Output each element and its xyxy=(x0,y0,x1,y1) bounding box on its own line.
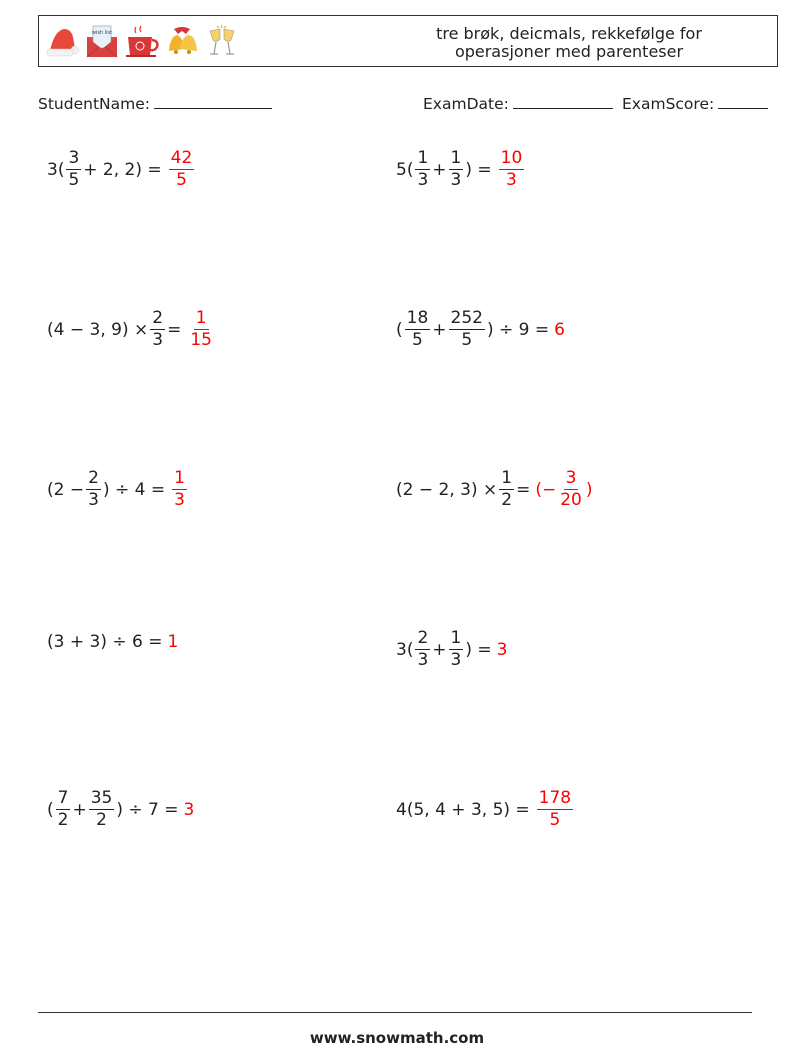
exam-date-field xyxy=(423,94,613,113)
title-line-2: operasjoner med parenteser xyxy=(454,42,684,61)
answer-denominator: 20 xyxy=(560,490,582,510)
problem-text: ) ÷ 4 = xyxy=(102,479,166,500)
problem-text: + xyxy=(432,319,447,340)
denominator: 3 xyxy=(417,650,429,670)
answer: 3 xyxy=(183,799,195,820)
fraction xyxy=(150,308,165,351)
problem-2 xyxy=(396,148,526,191)
denominator: 2 xyxy=(57,810,69,830)
answer-denominator: 15 xyxy=(190,330,212,350)
denominator: 2 xyxy=(96,810,107,830)
problem-text: (3 + 3) ÷ 6 = xyxy=(47,632,163,652)
footer-divider xyxy=(38,1012,752,1013)
answer-numerator: 3 xyxy=(565,468,577,488)
header-icons xyxy=(44,23,240,61)
answer-numerator: 1 xyxy=(195,308,207,328)
numerator: 2 xyxy=(152,308,164,328)
problem-text: ) = xyxy=(465,159,492,180)
exam-date-label: ExamDate: xyxy=(423,95,509,113)
problem-7 xyxy=(47,632,178,652)
hot-drink-mug-icon xyxy=(124,23,160,59)
problem-text: = xyxy=(516,479,531,500)
problem-text: (2 − 2, 3) × xyxy=(396,479,498,500)
problem-6 xyxy=(396,468,592,511)
christmas-bells-icon xyxy=(164,23,200,59)
answer-denominator: 3 xyxy=(506,170,517,190)
denominator: 3 xyxy=(450,170,462,190)
problem-9 xyxy=(47,788,194,831)
denominator: 3 xyxy=(417,170,429,190)
denominator: 3 xyxy=(450,650,462,670)
footer-url[interactable]: www.snowmath.com xyxy=(309,1029,485,1047)
answer-fraction xyxy=(172,468,187,511)
answer: 1 xyxy=(167,632,179,652)
problem-text: ( xyxy=(47,799,54,820)
answer-paren-close: ) xyxy=(585,479,593,500)
denominator: 2 xyxy=(501,490,513,510)
problem-text: + xyxy=(432,159,447,180)
answer-numerator: 10 xyxy=(500,148,523,168)
fraction xyxy=(415,628,430,671)
student-name-label: StudentName: xyxy=(38,95,150,113)
numerator: 18 xyxy=(406,308,429,328)
problem-text: 5( xyxy=(396,159,414,180)
answer: 6 xyxy=(554,319,565,340)
denominator: 3 xyxy=(88,490,99,510)
problem-text: + 2, 2) = xyxy=(83,159,162,180)
problem-text: ) ÷ 9 = xyxy=(486,319,550,340)
problem-text: (2 − xyxy=(47,479,85,500)
problem-text: 4(5, 4 + 3, 5) = xyxy=(396,799,530,820)
problem-text: + xyxy=(432,639,447,660)
numerator: 2 xyxy=(417,628,429,648)
worksheet-title xyxy=(419,25,719,61)
numerator: 1 xyxy=(450,148,462,168)
problem-text: ) ÷ 7 = xyxy=(116,799,179,820)
problem-text: ( xyxy=(396,319,403,340)
fraction xyxy=(56,788,71,831)
numerator: 35 xyxy=(90,788,113,808)
problem-8 xyxy=(396,628,507,671)
numerator: 2 xyxy=(88,468,99,488)
fraction xyxy=(449,148,464,191)
fraction xyxy=(449,628,464,671)
numerator: 252 xyxy=(450,308,483,328)
problem-text: 3( xyxy=(396,639,414,660)
exam-score-label: ExamScore: xyxy=(622,95,715,113)
problem-1 xyxy=(47,148,196,191)
numerator: 1 xyxy=(501,468,513,488)
problem-text: = xyxy=(167,319,182,340)
fraction xyxy=(405,308,431,351)
problem-text: + xyxy=(72,799,87,820)
problem-3 xyxy=(47,308,216,351)
problem-4 xyxy=(396,308,565,351)
answer-numerator: 178 xyxy=(538,788,572,808)
answer-fraction xyxy=(169,148,195,191)
fraction xyxy=(89,788,115,831)
fraction xyxy=(449,308,485,351)
problem-text: ) = xyxy=(465,639,492,660)
answer-numerator: 1 xyxy=(174,468,185,488)
denominator: 5 xyxy=(461,330,473,350)
numerator: 1 xyxy=(450,628,462,648)
fraction xyxy=(499,468,514,511)
title-line-1: tre brøk, deicmals, rekkefølge for xyxy=(436,24,702,43)
answer-denominator: 3 xyxy=(174,490,185,510)
problem-10 xyxy=(396,788,575,831)
answer-denominator: 5 xyxy=(549,810,561,830)
exam-score-blank[interactable] xyxy=(718,94,768,109)
wish-list-letter-icon xyxy=(84,23,120,59)
answer-fraction xyxy=(537,788,573,831)
answer: 3 xyxy=(496,639,508,660)
answer-fraction xyxy=(558,468,584,511)
problem-5 xyxy=(47,468,189,511)
santa-hat-icon xyxy=(44,23,80,59)
numerator: 1 xyxy=(417,148,429,168)
answer-paren-open: (− xyxy=(535,479,557,500)
problem-text: (4 − 3, 9) × xyxy=(47,319,149,340)
exam-date-blank[interactable] xyxy=(513,94,613,109)
numerator: 3 xyxy=(68,148,80,168)
worksheet-header xyxy=(38,15,778,67)
fraction xyxy=(66,148,81,191)
wish-list-text: wish list xyxy=(91,30,113,36)
fraction xyxy=(415,148,430,191)
exam-score-field xyxy=(622,94,768,113)
answer-fraction xyxy=(188,308,214,351)
answer-numerator: 42 xyxy=(170,148,193,168)
student-name-field xyxy=(38,94,272,113)
denominator: 5 xyxy=(68,170,80,190)
problem-text: 3( xyxy=(47,159,65,180)
student-name-blank[interactable] xyxy=(154,94,272,109)
answer-fraction xyxy=(499,148,525,191)
denominator: 3 xyxy=(152,330,164,350)
champagne-glasses-icon xyxy=(204,23,240,59)
denominator: 5 xyxy=(412,330,423,350)
numerator: 7 xyxy=(57,788,69,808)
answer-denominator: 5 xyxy=(176,170,187,190)
fraction xyxy=(86,468,101,511)
